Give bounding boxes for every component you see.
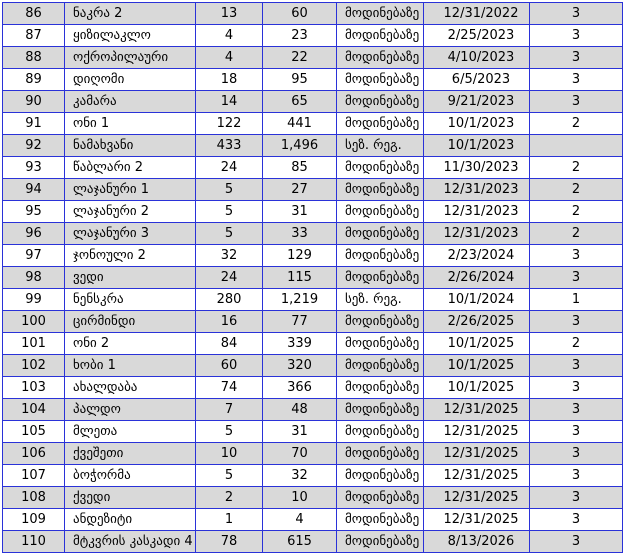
row-number-cell[interactable]: 91	[3, 113, 65, 135]
date-cell[interactable]: 2/26/2025	[424, 311, 530, 333]
category-cell[interactable]: 3	[530, 531, 623, 553]
category-cell[interactable]: 3	[530, 443, 623, 465]
category-cell[interactable]: 3	[530, 355, 623, 377]
capacity-cell[interactable]: 122	[196, 113, 263, 135]
category-cell[interactable]: 2	[530, 333, 623, 355]
date-cell[interactable]: 2/23/2024	[424, 245, 530, 267]
table-row	[3, 333, 623, 355]
table-row	[3, 311, 623, 333]
generation-cell[interactable]: 129	[263, 245, 337, 267]
capacity-cell[interactable]: 10	[196, 443, 263, 465]
category-cell[interactable]: 3	[530, 465, 623, 487]
generation-cell[interactable]: 33	[263, 223, 337, 245]
table-row	[3, 3, 623, 25]
plant-name-cell[interactable]: პალდო	[65, 399, 196, 421]
capacity-cell[interactable]: 32	[196, 245, 263, 267]
generation-cell[interactable]: 10	[263, 487, 337, 509]
table-row	[3, 421, 623, 443]
type-cell[interactable]: მოდინებაზე	[337, 113, 424, 135]
capacity-cell[interactable]: 7	[196, 399, 263, 421]
category-cell[interactable]: 3	[530, 47, 623, 69]
type-cell[interactable]: მოდინებაზე	[337, 531, 424, 553]
date-cell[interactable]: 10/1/2025	[424, 333, 530, 355]
generation-cell[interactable]: 615	[263, 531, 337, 553]
capacity-cell[interactable]: 24	[196, 267, 263, 289]
row-number-cell[interactable]: 95	[3, 201, 65, 223]
capacity-cell[interactable]: 5	[196, 421, 263, 443]
date-cell[interactable]: 8/13/2026	[424, 531, 530, 553]
date-cell[interactable]: 10/1/2025	[424, 355, 530, 377]
table-row	[3, 377, 623, 399]
plant-name-cell[interactable]: ქვედი	[65, 487, 196, 509]
type-cell[interactable]: მოდინებაზე	[337, 69, 424, 91]
type-cell[interactable]: მოდინებაზე	[337, 421, 424, 443]
type-cell[interactable]: მოდინებაზე	[337, 157, 424, 179]
row-number-cell[interactable]: 108	[3, 487, 65, 509]
generation-cell[interactable]: 115	[263, 267, 337, 289]
category-cell[interactable]: 3	[530, 509, 623, 531]
date-cell[interactable]: 4/10/2023	[424, 47, 530, 69]
category-cell[interactable]: 2	[530, 179, 623, 201]
plant-name-cell[interactable]: ნამახვანი	[65, 135, 196, 157]
type-cell[interactable]: მოდინებაზე	[337, 487, 424, 509]
table-row	[3, 399, 623, 421]
plant-name-cell[interactable]: ქვეშეთი	[65, 443, 196, 465]
plant-name-cell[interactable]: ყიზილაკლო	[65, 25, 196, 47]
table-row	[3, 135, 623, 157]
category-cell[interactable]: 3	[530, 245, 623, 267]
plant-name-cell[interactable]: ნენსკრა	[65, 289, 196, 311]
type-cell[interactable]: მოდინებაზე	[337, 333, 424, 355]
plant-name-cell[interactable]: ლაჯანური 3	[65, 223, 196, 245]
type-cell[interactable]: მოდინებაზე	[337, 47, 424, 69]
table-row	[3, 113, 623, 135]
row-number-cell[interactable]: 88	[3, 47, 65, 69]
category-cell[interactable]: 2	[530, 113, 623, 135]
plant-name-cell[interactable]: ლაჯანური 2	[65, 201, 196, 223]
generation-cell[interactable]: 1,219	[263, 289, 337, 311]
date-cell[interactable]: 12/31/2025	[424, 421, 530, 443]
date-cell[interactable]: 6/5/2023	[424, 69, 530, 91]
plant-name-cell[interactable]: ნაკრა 2	[65, 3, 196, 25]
generation-cell[interactable]: 85	[263, 157, 337, 179]
row-number-cell[interactable]: 103	[3, 377, 65, 399]
plant-name-cell[interactable]: ანდეზიტი	[65, 509, 196, 531]
capacity-cell[interactable]: 84	[196, 333, 263, 355]
row-number-cell[interactable]: 99	[3, 289, 65, 311]
date-cell[interactable]: 12/31/2025	[424, 509, 530, 531]
type-cell[interactable]: მოდინებაზე	[337, 399, 424, 421]
date-cell[interactable]: 9/21/2023	[424, 91, 530, 113]
generation-cell[interactable]: 95	[263, 69, 337, 91]
table-row	[3, 487, 623, 509]
category-cell[interactable]	[530, 135, 623, 157]
generation-cell[interactable]: 1,496	[263, 135, 337, 157]
date-cell[interactable]: 12/31/2023	[424, 179, 530, 201]
generation-cell[interactable]: 70	[263, 443, 337, 465]
category-cell[interactable]: 3	[530, 487, 623, 509]
capacity-cell[interactable]: 5	[196, 223, 263, 245]
plant-name-cell[interactable]: კამარა	[65, 91, 196, 113]
generation-cell[interactable]: 22	[263, 47, 337, 69]
table-row	[3, 91, 623, 113]
type-cell[interactable]: მოდინებაზე	[337, 311, 424, 333]
generation-cell[interactable]: 339	[263, 333, 337, 355]
row-number-cell[interactable]: 89	[3, 69, 65, 91]
row-number-cell[interactable]: 97	[3, 245, 65, 267]
category-cell[interactable]: 3	[530, 3, 623, 25]
table-row	[3, 443, 623, 465]
table-row	[3, 201, 623, 223]
row-number-cell[interactable]: 92	[3, 135, 65, 157]
plant-name-cell[interactable]: ჯონოული 2	[65, 245, 196, 267]
category-cell[interactable]: 2	[530, 157, 623, 179]
capacity-cell[interactable]: 5	[196, 201, 263, 223]
date-cell[interactable]: 10/1/2023	[424, 113, 530, 135]
type-cell[interactable]: მოდინებაზე	[337, 377, 424, 399]
generation-cell[interactable]: 27	[263, 179, 337, 201]
category-cell[interactable]: 3	[530, 69, 623, 91]
table-row	[3, 531, 623, 553]
capacity-cell[interactable]: 2	[196, 487, 263, 509]
type-cell[interactable]: სეზ. რეგ.	[337, 135, 424, 157]
row-number-cell[interactable]: 104	[3, 399, 65, 421]
plant-name-cell[interactable]: მლეთა	[65, 421, 196, 443]
table-row	[3, 509, 623, 531]
date-cell[interactable]: 10/1/2023	[424, 135, 530, 157]
generation-cell[interactable]: 77	[263, 311, 337, 333]
category-cell[interactable]: 3	[530, 311, 623, 333]
generation-cell[interactable]: 320	[263, 355, 337, 377]
type-cell[interactable]: მოდინებაზე	[337, 443, 424, 465]
type-cell[interactable]: მოდინებაზე	[337, 201, 424, 223]
type-cell[interactable]: მოდინებაზე	[337, 465, 424, 487]
generation-cell[interactable]: 32	[263, 465, 337, 487]
table-row	[3, 465, 623, 487]
type-cell[interactable]: მოდინებაზე	[337, 355, 424, 377]
plant-name-cell[interactable]: მტკვრის კასკადი 4	[65, 531, 196, 553]
capacity-cell[interactable]: 4	[196, 25, 263, 47]
type-cell[interactable]: მოდინებაზე	[337, 267, 424, 289]
table-row	[3, 157, 623, 179]
row-number-cell[interactable]: 102	[3, 355, 65, 377]
capacity-cell[interactable]: 60	[196, 355, 263, 377]
row-number-cell[interactable]: 100	[3, 311, 65, 333]
plant-name-cell[interactable]: ოქროპილაური	[65, 47, 196, 69]
type-cell[interactable]: სეზ. რეგ.	[337, 289, 424, 311]
row-number-cell[interactable]: 110	[3, 531, 65, 553]
hpp-table	[2, 2, 623, 553]
plant-name-cell[interactable]: ონი 1	[65, 113, 196, 135]
plant-name-cell[interactable]: ახალდაბა	[65, 377, 196, 399]
row-number-cell[interactable]: 86	[3, 3, 65, 25]
date-cell[interactable]: 2/25/2023	[424, 25, 530, 47]
row-number-cell[interactable]: 106	[3, 443, 65, 465]
plant-name-cell[interactable]: ონი 2	[65, 333, 196, 355]
date-cell[interactable]: 10/1/2024	[424, 289, 530, 311]
table-row	[3, 245, 623, 267]
table-row	[3, 267, 623, 289]
type-cell[interactable]: მოდინებაზე	[337, 91, 424, 113]
generation-cell[interactable]: 60	[263, 3, 337, 25]
category-cell[interactable]: 1	[530, 289, 623, 311]
capacity-cell[interactable]: 5	[196, 179, 263, 201]
table-row	[3, 179, 623, 201]
capacity-cell[interactable]: 13	[196, 3, 263, 25]
table-row	[3, 355, 623, 377]
category-cell[interactable]: 3	[530, 91, 623, 113]
date-cell[interactable]: 12/31/2023	[424, 223, 530, 245]
capacity-cell[interactable]: 433	[196, 135, 263, 157]
capacity-cell[interactable]: 16	[196, 311, 263, 333]
capacity-cell[interactable]: 14	[196, 91, 263, 113]
category-cell[interactable]: 3	[530, 421, 623, 443]
category-cell[interactable]: 3	[530, 377, 623, 399]
table-body	[3, 3, 623, 553]
type-cell[interactable]: მოდინებაზე	[337, 509, 424, 531]
generation-cell[interactable]: 31	[263, 421, 337, 443]
date-cell[interactable]: 12/31/2022	[424, 3, 530, 25]
table-row	[3, 69, 623, 91]
capacity-cell[interactable]: 74	[196, 377, 263, 399]
plant-name-cell[interactable]: ბოჭორმა	[65, 465, 196, 487]
row-number-cell[interactable]: 90	[3, 91, 65, 113]
generation-cell[interactable]: 441	[263, 113, 337, 135]
capacity-cell[interactable]: 1	[196, 509, 263, 531]
capacity-cell[interactable]: 4	[196, 47, 263, 69]
type-cell[interactable]: მოდინებაზე	[337, 223, 424, 245]
category-cell[interactable]: 3	[530, 399, 623, 421]
category-cell[interactable]: 2	[530, 223, 623, 245]
row-number-cell[interactable]: 94	[3, 179, 65, 201]
category-cell[interactable]: 2	[530, 201, 623, 223]
date-cell[interactable]: 11/30/2023	[424, 157, 530, 179]
capacity-cell[interactable]: 5	[196, 465, 263, 487]
table-row	[3, 25, 623, 47]
generation-cell[interactable]: 366	[263, 377, 337, 399]
plant-name-cell[interactable]: ცირმინდი	[65, 311, 196, 333]
generation-cell[interactable]: 65	[263, 91, 337, 113]
generation-cell[interactable]: 31	[263, 201, 337, 223]
generation-cell[interactable]: 23	[263, 25, 337, 47]
date-cell[interactable]: 12/31/2025	[424, 443, 530, 465]
capacity-cell[interactable]: 280	[196, 289, 263, 311]
plant-name-cell[interactable]: დიღომი	[65, 69, 196, 91]
type-cell[interactable]: მოდინებაზე	[337, 179, 424, 201]
plant-name-cell[interactable]: ლაჯანური 1	[65, 179, 196, 201]
row-number-cell[interactable]: 98	[3, 267, 65, 289]
row-number-cell[interactable]: 107	[3, 465, 65, 487]
date-cell[interactable]: 12/31/2025	[424, 399, 530, 421]
table-row	[3, 223, 623, 245]
capacity-cell[interactable]: 78	[196, 531, 263, 553]
row-number-cell[interactable]: 96	[3, 223, 65, 245]
capacity-cell[interactable]: 18	[196, 69, 263, 91]
row-number-cell[interactable]: 87	[3, 25, 65, 47]
date-cell[interactable]: 12/31/2025	[424, 465, 530, 487]
date-cell[interactable]: 12/31/2023	[424, 201, 530, 223]
row-number-cell[interactable]: 109	[3, 509, 65, 531]
row-number-cell[interactable]: 105	[3, 421, 65, 443]
type-cell[interactable]: მოდინებაზე	[337, 245, 424, 267]
plant-name-cell[interactable]: წაბლარი 2	[65, 157, 196, 179]
date-cell[interactable]: 2/26/2024	[424, 267, 530, 289]
table-row	[3, 47, 623, 69]
type-cell[interactable]: მოდინებაზე	[337, 25, 424, 47]
generation-cell[interactable]: 4	[263, 509, 337, 531]
date-cell[interactable]: 12/31/2025	[424, 487, 530, 509]
generation-cell[interactable]: 48	[263, 399, 337, 421]
category-cell[interactable]: 3	[530, 25, 623, 47]
category-cell[interactable]: 3	[530, 267, 623, 289]
type-cell[interactable]: მოდინებაზე	[337, 3, 424, 25]
plant-name-cell[interactable]: ხობი 1	[65, 355, 196, 377]
plant-name-cell[interactable]: ვედი	[65, 267, 196, 289]
table-row	[3, 289, 623, 311]
row-number-cell[interactable]: 101	[3, 333, 65, 355]
date-cell[interactable]: 10/1/2025	[424, 377, 530, 399]
capacity-cell[interactable]: 24	[196, 157, 263, 179]
row-number-cell[interactable]: 93	[3, 157, 65, 179]
